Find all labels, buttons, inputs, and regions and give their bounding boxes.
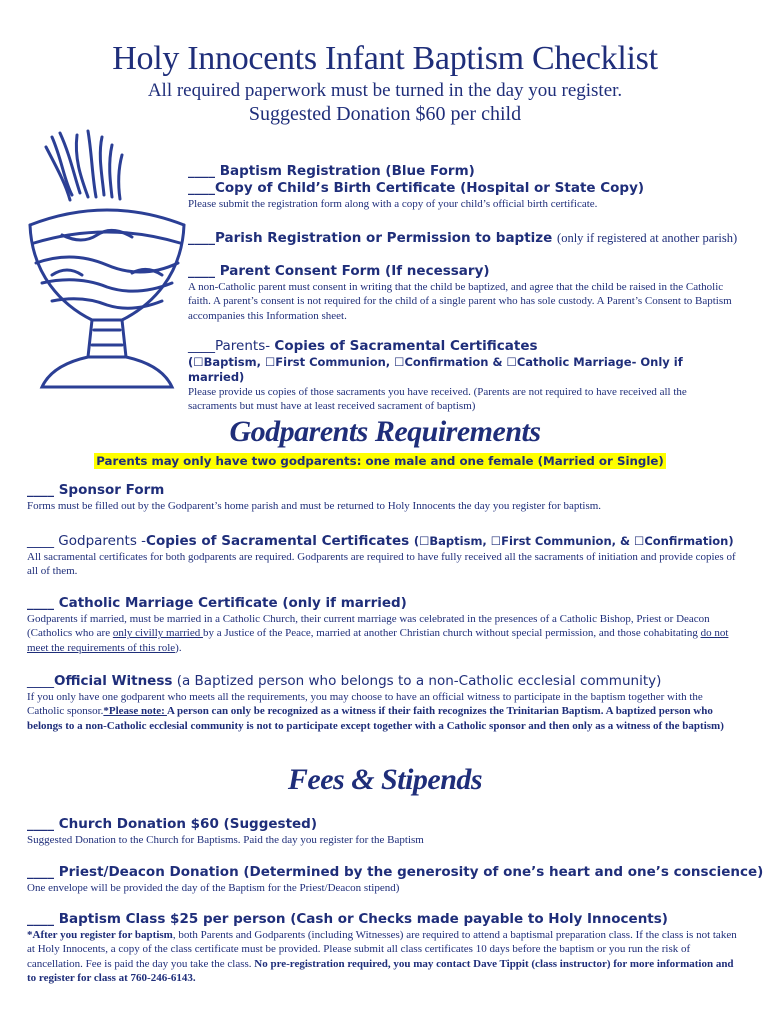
church-donation-desc: Suggested Donation to the Church for Baptisms. Paid the day you register for the Baptism bbox=[27, 834, 424, 846]
priest-donation-section bbox=[27, 864, 764, 895]
birth-certificate-item: ____Copy of Child’s Birth Certificate (Hospital or State Copy) bbox=[188, 180, 645, 196]
official-witness-desc: If you only have one godparent who meets all the requirements, you may choose to have an official witness to participate in the baptism together with the Catholic sponsor.*Please note: A person can only be recognized as a witness if their faith recognizes the Trinitarian Baptism. A baptized person who belongs to a non-Catholic ecclesial community is not to participate except together with a Catholic sponsor and then only as a witness of the baptism) bbox=[27, 691, 724, 732]
sponsor-form-item: ____ Sponsor Form bbox=[27, 482, 165, 498]
godparent-certificates-options: (☐Baptism, ☐First Communion, & ☐Confirmation) bbox=[413, 534, 734, 548]
official-witness-paren: (a Baptized person who belongs to a non-Catholic ecclesial community) bbox=[172, 673, 662, 689]
baptism-class-desc: *After you register for baptism, both Parents and Godparents (including Witnesses) are required to attend a baptismal preparation class. If the class is not taken at Holy Innocents, a copy of the class certificate must be provided. Please submit all class certificates 10 days before the baptism or you run the risk of cancellation. Fee is paid the day you take the class. No pre-registration required, you may contact Dave Tippit (class instructor) for more information and to register for class at 760-246-6143. bbox=[27, 929, 737, 984]
godparent-certificates-item: Copies of Sacramental Certificates bbox=[146, 533, 410, 549]
church-donation-item: ____ Church Donation $60 (Suggested) bbox=[27, 816, 318, 832]
parent-consent-item: ____ Parent Consent Form (If necessary) bbox=[188, 263, 490, 279]
parent-certificates-options: (☐Baptism, ☐First Communion, ☐Confirmation & ☐Catholic Marriage- Only if married) bbox=[188, 355, 683, 384]
priest-donation-desc: One envelope will be provided the day of the Baptism for the Priest/Deacon stipend) bbox=[27, 882, 400, 894]
parish-registration-section bbox=[188, 230, 758, 247]
baptismal-font-icon bbox=[22, 125, 192, 395]
sponsor-form-desc: Forms must be filled out by the Godparent’s home parish and must be returned to Holy Innocents the day you register for baptism. bbox=[27, 500, 602, 512]
church-donation-section bbox=[27, 816, 747, 847]
godparents-heading: Godparents Requirements bbox=[229, 415, 541, 448]
parent-certificates-section bbox=[188, 338, 738, 414]
parish-registration-item: ____Parish Registration or Permission to baptize bbox=[188, 230, 553, 246]
parent-certificates-item: Copies of Sacramental Certificates bbox=[274, 338, 538, 354]
godparent-certificates-section bbox=[27, 533, 737, 579]
parent-certificates-prefix: ____Parents- bbox=[188, 338, 275, 354]
page-subtitle: All required paperwork must be turned in the day you register. bbox=[147, 80, 623, 101]
official-witness-item: Official Witness bbox=[54, 673, 173, 689]
official-witness-prefix: ____ bbox=[27, 673, 54, 689]
catholic-marriage-item: ____ Catholic Marriage Certificate (only if married) bbox=[27, 595, 407, 611]
page-title: Holy Innocents Infant Baptism Checklist bbox=[112, 40, 658, 77]
catholic-marriage-desc: Godparents if married, must be married in a Catholic Church, their current marriage was celebrated in the presences of a Catholic Bishop, Priest or Deacon (Catholics who are only civilly married by a Justice of the Peace, married at another Christian church without special permission, and those cohabitating do not meet the requirements of this role). bbox=[27, 613, 729, 654]
official-witness-section bbox=[27, 673, 737, 733]
baptism-class-item: ____ Baptism Class $25 per person (Cash or Checks made payable to Holy Innocents) bbox=[27, 911, 668, 927]
priest-donation-item: ____ Priest/Deacon Donation (Determined by the generosity of one’s heart and one’s conscience) bbox=[27, 864, 764, 880]
birth-certificate-section bbox=[188, 163, 748, 211]
godparents-note: Parents may only have two godparents: one male and one female (Married or Single) bbox=[96, 454, 664, 468]
parent-consent-section bbox=[188, 263, 733, 323]
catholic-marriage-section bbox=[27, 595, 737, 655]
parent-certificates-desc: Please provide us copies of those sacraments you have received. (Parents are not required to have received all the sacraments but must have at least received sacrament of baptism) bbox=[188, 386, 687, 413]
parent-consent-desc: A non-Catholic parent must consent in writing that the child be baptized, and agree that the child be raised in the Catholic faith. A parent’s consent is not required for the child of a single parent who has sole custody. A Parent’s Consent to Baptism accompanies this Information sheet. bbox=[188, 281, 732, 322]
godparent-certificates-desc: All sacramental certificates for both godparents are required. Godparents are required to have fully received all the sacraments of initiation and provide copies of all of them. bbox=[27, 551, 736, 578]
baptism-class-section bbox=[27, 911, 737, 985]
godparent-certificates-prefix: ____ Godparents - bbox=[27, 533, 147, 549]
sponsor-form-section bbox=[27, 482, 747, 513]
birth-certificate-desc: Please submit the registration form along with a copy of your child’s official birth certificate. bbox=[188, 198, 598, 210]
registration-form-item: ____ Baptism Registration (Blue Form) bbox=[188, 163, 475, 179]
suggested-donation: Suggested Donation $60 per child bbox=[248, 103, 522, 125]
fees-heading: Fees & Stipends bbox=[287, 763, 483, 796]
parish-registration-note: (only if registered at another parish) bbox=[557, 231, 738, 245]
